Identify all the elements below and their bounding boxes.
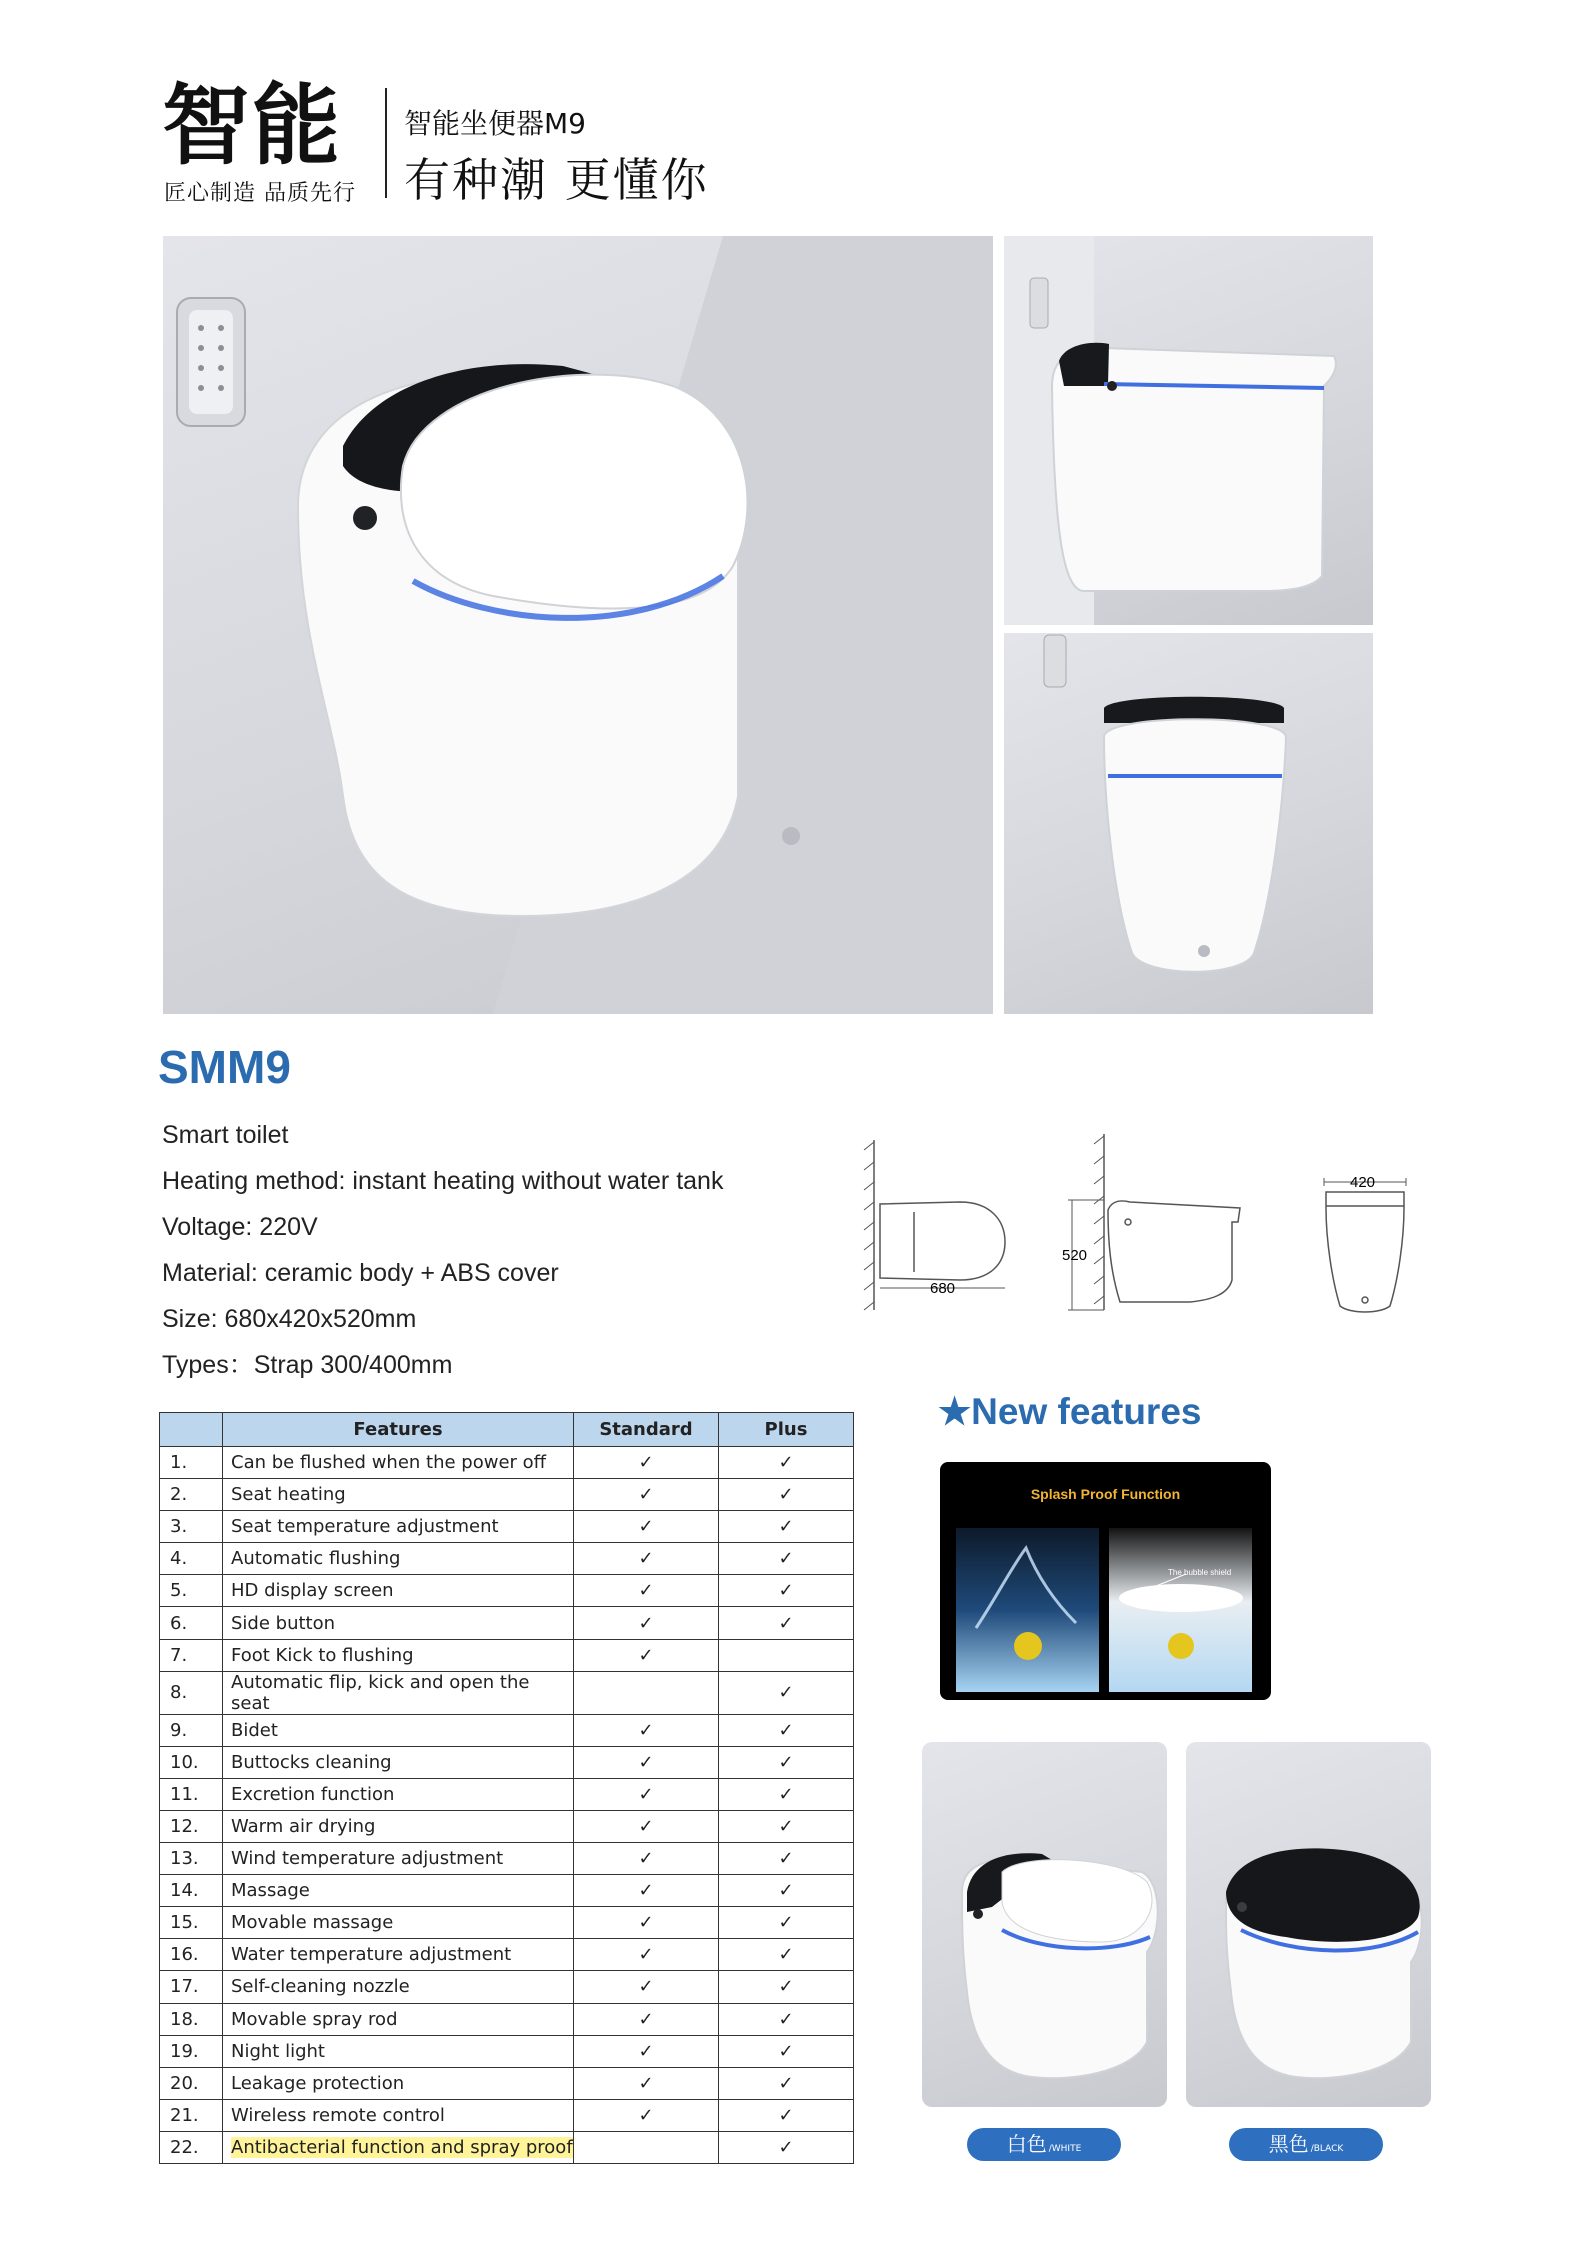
- table-row: [160, 2131, 854, 2163]
- features-table-body: [160, 1447, 854, 2164]
- standard-check: ✓: [574, 1511, 719, 1543]
- feature-name: Seat heating: [223, 1479, 574, 1511]
- header-features: Features: [223, 1413, 574, 1447]
- plus-check: ✓: [719, 2035, 854, 2067]
- table-row: [160, 1447, 854, 1479]
- feature-name: HD display screen: [223, 1575, 574, 1607]
- table-row: [160, 1907, 854, 1939]
- feature-name: Warm air drying: [223, 1810, 574, 1842]
- table-row: [160, 2099, 854, 2131]
- dim-width-label: 420: [1350, 1174, 1376, 1191]
- standard-check: ✓: [574, 1639, 719, 1671]
- feature-number: 14.: [160, 1875, 223, 1907]
- feature-name: Bidet: [223, 1714, 574, 1746]
- feature-name: Movable massage: [223, 1907, 574, 1939]
- dimension-drawings: [860, 1130, 1420, 1330]
- feature-number: 22.: [160, 2131, 223, 2163]
- table-row: [160, 1939, 854, 1971]
- feature-name: Can be flushed when the power off: [223, 1447, 574, 1479]
- header-plus: Plus: [719, 1413, 854, 1447]
- feature-name: [223, 2131, 574, 2163]
- table-row: [160, 1810, 854, 1842]
- table-row: [160, 2003, 854, 2035]
- feature-name: Night light: [223, 2035, 574, 2067]
- standard-check: ✓: [574, 1575, 719, 1607]
- feature-number: 21.: [160, 2099, 223, 2131]
- standard-check: ✓: [574, 1939, 719, 1971]
- standard-check: ✓: [574, 1971, 719, 2003]
- table-row: [160, 1971, 854, 2003]
- standard-check: ✓: [574, 2035, 719, 2067]
- color-white-label: 白色: [1006, 2132, 1047, 2156]
- feature-name: Movable spray rod: [223, 2003, 574, 2035]
- spec-item: Smart toilet: [162, 1121, 289, 1149]
- bubble-shield-label: The bubble shield: [1168, 1568, 1232, 1577]
- table-row: [160, 1714, 854, 1746]
- table-row: [160, 1639, 854, 1671]
- standard-check: ✓: [574, 1810, 719, 1842]
- feature-name: Side button: [223, 1607, 574, 1639]
- product-name-cn: 智能坐便器M9: [404, 107, 586, 140]
- feature-number: 1.: [160, 1447, 223, 1479]
- plus-check: ✓: [719, 1575, 854, 1607]
- svg-text:.: .: [288, 276, 289, 277]
- header-divider: [385, 88, 387, 198]
- plus-check: ✓: [719, 1843, 854, 1875]
- feature-name: Leakage protection: [223, 2067, 574, 2099]
- spec-item: Size: 680x420x520mm: [162, 1305, 417, 1333]
- feature-number: 11.: [160, 1778, 223, 1810]
- standard-check: ✓: [574, 1447, 719, 1479]
- plus-check: ✓: [719, 2099, 854, 2131]
- standard-check: ✓: [574, 1746, 719, 1778]
- plus-check: ✓: [719, 2067, 854, 2099]
- spec-item: Voltage: 220V: [162, 1213, 318, 1241]
- main-product-photo: [163, 236, 993, 1014]
- standard-check: ✓: [574, 1907, 719, 1939]
- plus-check: ✓: [719, 1511, 854, 1543]
- feature-number: 9.: [160, 1714, 223, 1746]
- spec-item: Material: ceramic body + ABS cover: [162, 1259, 559, 1287]
- table-row: [160, 1479, 854, 1511]
- feature-name: Massage: [223, 1875, 574, 1907]
- splash-proof-panel: [940, 1462, 1271, 1700]
- feature-number: 4.: [160, 1543, 223, 1575]
- table-row: [160, 1671, 854, 1714]
- plus-check: ✓: [719, 1746, 854, 1778]
- standard-check: ✓: [574, 2067, 719, 2099]
- dim-height-label: 520: [1062, 1247, 1088, 1264]
- plus-check: ✓: [719, 1907, 854, 1939]
- header-standard: Standard: [574, 1413, 719, 1447]
- feature-number: 8.: [160, 1671, 223, 1714]
- color-white-badge: [967, 2128, 1121, 2161]
- feature-number: 20.: [160, 2067, 223, 2099]
- feature-number: 5.: [160, 1575, 223, 1607]
- plus-check: ✓: [719, 1778, 854, 1810]
- color-black-label: 黑色: [1268, 2132, 1309, 2156]
- table-header-row: [160, 1413, 854, 1447]
- splash-proof-title: Splash Proof Function: [1030, 1486, 1181, 1502]
- feature-number: 12.: [160, 1810, 223, 1842]
- feature-name: Foot Kick to flushing: [223, 1639, 574, 1671]
- color-white-sub: /WHITE: [1048, 2144, 1082, 2154]
- spec-item: Types：Strap 300/400mm: [162, 1351, 453, 1379]
- standard-check: ✓: [574, 2003, 719, 2035]
- plus-check: ✓: [719, 2003, 854, 2035]
- table-row: [160, 2035, 854, 2067]
- plus-check: ✓: [719, 1479, 854, 1511]
- features-table: [159, 1412, 854, 2164]
- table-row: [160, 1778, 854, 1810]
- table-row: [160, 1746, 854, 1778]
- feature-number: 16.: [160, 1939, 223, 1971]
- standard-check: ✓: [574, 1714, 719, 1746]
- slogan: 有种潮 更懂你: [404, 153, 709, 207]
- black-variant-photo: [1186, 1742, 1431, 2107]
- feature-number: 13.: [160, 1843, 223, 1875]
- plus-check: ✓: [719, 1939, 854, 1971]
- feature-number: 10.: [160, 1746, 223, 1778]
- front-view-photo: [1004, 633, 1373, 1014]
- brand-logo-text: 智能: [162, 74, 343, 177]
- feature-number: 6.: [160, 1607, 223, 1639]
- feature-number: 3.: [160, 1511, 223, 1543]
- table-row: [160, 1575, 854, 1607]
- feature-name: Seat temperature adjustment: [223, 1511, 574, 1543]
- new-features-title: ★New features: [938, 1391, 1202, 1432]
- plus-check: ✓: [719, 1543, 854, 1575]
- feature-number: 15.: [160, 1907, 223, 1939]
- standard-check: ✓: [574, 1778, 719, 1810]
- standard-check: ✓: [574, 1543, 719, 1575]
- feature-number: 2.: [160, 1479, 223, 1511]
- dim-length-label: 680: [930, 1280, 956, 1297]
- color-black-badge: [1229, 2128, 1383, 2161]
- standard-check: ✓: [574, 1607, 719, 1639]
- table-row: [160, 2067, 854, 2099]
- table-row: [160, 1607, 854, 1639]
- plus-check: ✓: [719, 1971, 854, 2003]
- feature-name: Automatic flip, kick and open the seat: [223, 1671, 574, 1714]
- standard-check: ✓: [574, 2099, 719, 2131]
- feature-name: Automatic flushing: [223, 1543, 574, 1575]
- feature-number: 17.: [160, 1971, 223, 2003]
- model-number: SMM9: [158, 1041, 291, 1093]
- feature-name: Excretion function: [223, 1778, 574, 1810]
- table-row: [160, 1843, 854, 1875]
- standard-check: [574, 1671, 719, 1714]
- white-variant-photo: [922, 1742, 1167, 2107]
- spec-item: Heating method: instant heating without water tank: [162, 1167, 724, 1195]
- feature-name: Wind temperature adjustment: [223, 1843, 574, 1875]
- feature-number: 7.: [160, 1639, 223, 1671]
- feature-number: 19.: [160, 2035, 223, 2067]
- side-view-photo: [1004, 236, 1373, 625]
- plus-check: ✓: [719, 1447, 854, 1479]
- brand-tagline: 匠心制造 品质先行: [164, 181, 356, 206]
- highlighted-feature-name: Antibacterial function and spray proof: [231, 2136, 573, 2158]
- feature-name: Self-cleaning nozzle: [223, 1971, 574, 2003]
- table-row: [160, 1543, 854, 1575]
- plus-check: ✓: [719, 1810, 854, 1842]
- plus-check: ✓: [719, 2131, 854, 2163]
- plus-check: ✓: [719, 1607, 854, 1639]
- feature-name: Wireless remote control: [223, 2099, 574, 2131]
- standard-check: ✓: [574, 1843, 719, 1875]
- plus-check: [719, 1639, 854, 1671]
- spec-list: [162, 1112, 723, 1388]
- feature-name: Buttocks cleaning: [223, 1746, 574, 1778]
- table-row: [160, 1875, 854, 1907]
- plus-check: ✓: [719, 1671, 854, 1714]
- standard-check: [574, 2131, 719, 2163]
- table-row: [160, 1511, 854, 1543]
- plus-check: ✓: [719, 1714, 854, 1746]
- plus-check: ✓: [719, 1875, 854, 1907]
- feature-name: Water temperature adjustment: [223, 1939, 574, 1971]
- feature-number: 18.: [160, 2003, 223, 2035]
- header-num: [160, 1413, 223, 1447]
- color-black-sub: /BLACK: [1310, 2144, 1344, 2154]
- standard-check: ✓: [574, 1479, 719, 1511]
- standard-check: ✓: [574, 1875, 719, 1907]
